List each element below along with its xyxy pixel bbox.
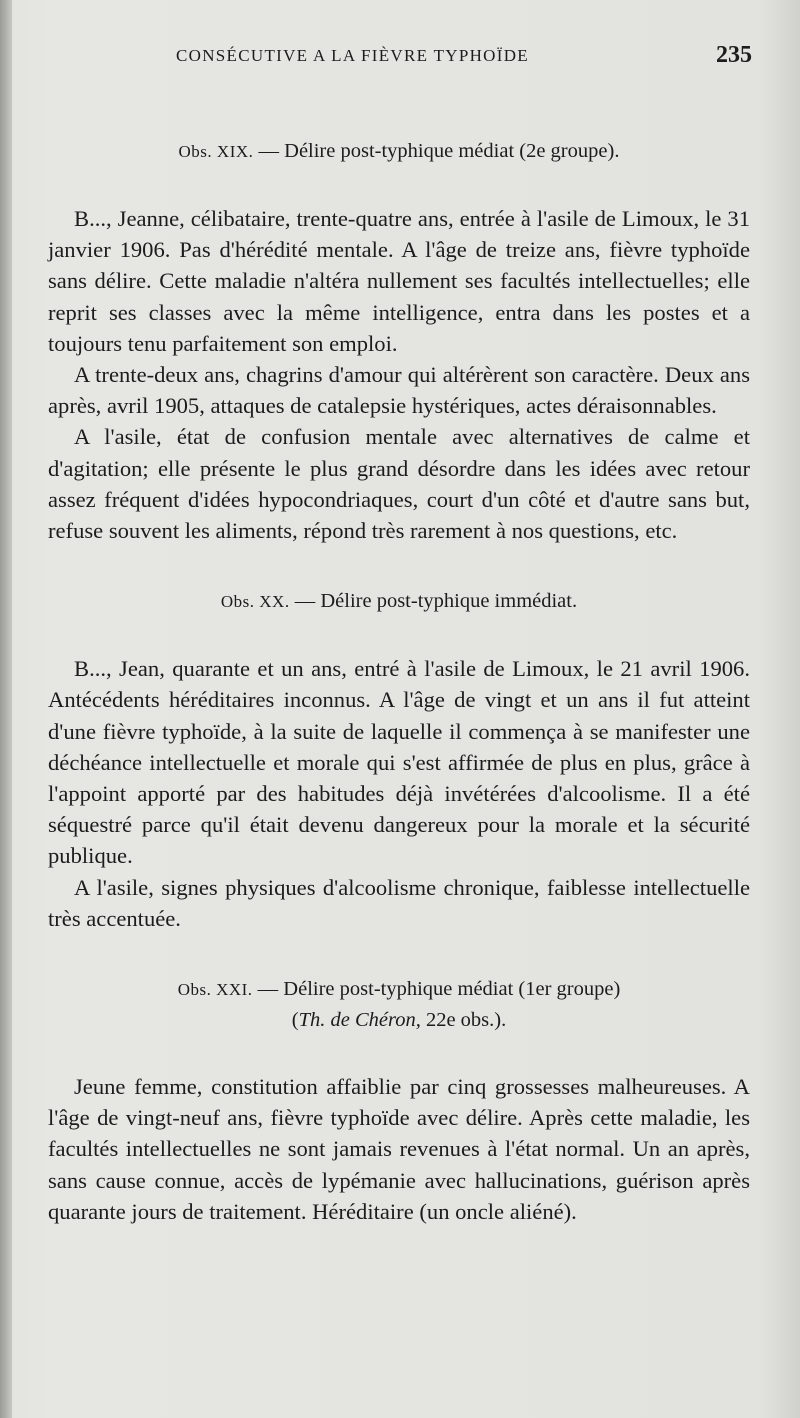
paragraph: Jeune femme, constitution affaiblie par cinq grossesses malheureuses. A l'âge de vingt-neuf ans, fièvre typhoïde avec délire. Après cette maladie, les facultés intellectuelles ne sont jamais revenues à l'état normal. Un an après, sans cause connue, accès de lypémanie avec hallucinations, guérison après quarante jours de traitement. Héréditaire (un oncle aliéné).: [48, 1074, 750, 1224]
observation-title: — Délire post-typhique médiat (1er groupe): [252, 978, 621, 1001]
page-header: [48, 42, 752, 76]
paragraph: A l'asile, signes physiques d'alcoolisme chronique, faiblesse intellectuelle très accentuée.: [48, 874, 750, 931]
observation-title: — Délire post-typhique médiat (2e groupe).: [253, 140, 620, 162]
observation-heading: [48, 974, 750, 1005]
page-number: 235: [716, 42, 752, 68]
observation-label: Obs. XIX.: [178, 142, 254, 161]
observation-title: — Délire post-typhique immédiat.: [289, 590, 578, 613]
paragraph: B..., Jeanne, célibataire, trente-quatre ans, entrée à l'asile de Limoux, le 31 janvier 1906. Pas d'hérédité mentale. A l'âge de treize ans, fièvre typhoïde sans délire. Cette maladie n'altéra nullement ses facultés intellectuelles; elle reprit ses classes avec la même intelligence, entra dans les postes et a toujours tenu parfaitement son emploi.: [48, 206, 750, 356]
paragraph: B..., Jean, quarante et un ans, entré à l'asile de Limoux, le 21 avril 1906. Antécédents héréditaires inconnus. A l'âge de vingt et un ans il fut atteint d'une fièvre typhoïde, à la suite de laquelle il commença à se manifester une déchéance intellectuelle et morale qui s'est affirmée de plus en plus, grâce à l'appoint apporté par des habitudes déjà invétérées d'alcoolisme. Il a été séquestré parce qu'il était devenu dangereux pour la morale et la sécurité publique.: [48, 656, 750, 869]
observation-label: Obs. XX.: [220, 592, 290, 612]
observation-source: (Th. de Chéron, 22e obs.).: [291, 1009, 507, 1032]
page-body: [48, 136, 750, 1227]
observation-heading: [48, 586, 750, 617]
observation-heading: [48, 136, 750, 167]
paragraph: A trente-deux ans, chagrins d'amour qui altérèrent son caractère. Deux ans après, avril 1905, attaques de catalepsie hystériques, actes déraisonnables.: [48, 362, 750, 419]
paragraph: A l'asile, état de confusion mentale avec alternatives de calme et d'agitation; elle présente le plus grand désordre dans les idées avec retour assez fréquent d'idées hypocondriaques, court d'un côté et d'autre sans but, refuse souvent les aliments, répond très rarement à nos questions, etc.: [48, 424, 750, 544]
page-binding-shadow: [0, 0, 12, 1418]
running-title: CONSÉCUTIVE A LA FIÈVRE TYPHOÏDE: [176, 46, 529, 65]
source-author: Th. de Chéron,: [298, 1009, 421, 1032]
observation-label: Obs. XXI.: [177, 980, 253, 1000]
